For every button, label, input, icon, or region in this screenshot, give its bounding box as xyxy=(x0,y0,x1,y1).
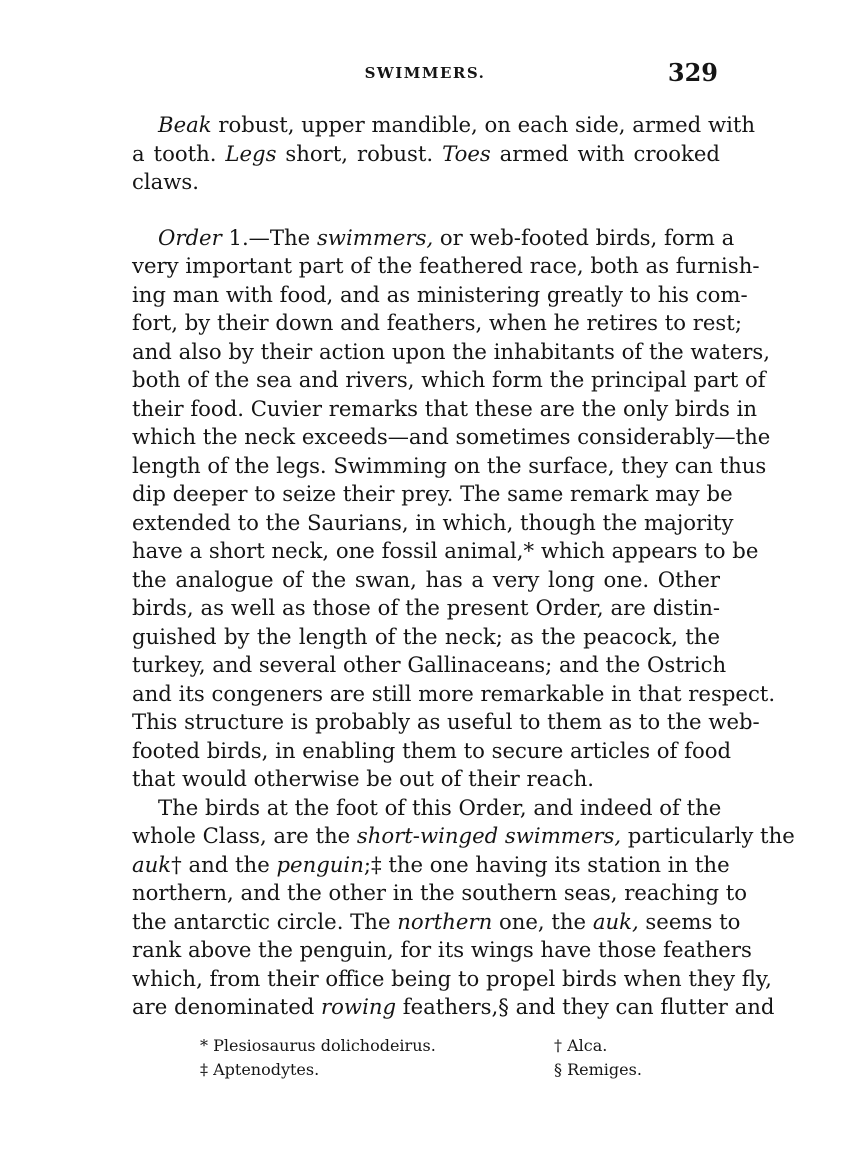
text-line: both of the sea and rivers, which form the principal part of xyxy=(132,367,766,392)
text-line xyxy=(132,822,795,851)
text-line: dip deeper to seize their prey. The same remark may be xyxy=(132,481,733,506)
text-span: the antarctic circle. The xyxy=(132,908,398,934)
text-span: a tooth. xyxy=(132,140,226,166)
text-span: robust, upper mandible, on each side, armed with xyxy=(211,112,756,137)
text-line: guished by the length of the neck; as the peacock, the xyxy=(132,623,720,649)
text-line xyxy=(132,851,730,880)
paragraph-gap xyxy=(132,197,720,224)
text-line: This structure is probably as useful to them as to the web- xyxy=(132,709,760,734)
text-line: the analogue of the swan, has a very long one. Other xyxy=(132,566,720,592)
text-line xyxy=(132,224,735,253)
text-line: turkey, and several other Gallinaceans; and the Ostrich xyxy=(132,652,727,677)
italic-term: Beak xyxy=(158,112,212,137)
text-line: rank above the penguin, for its wings have those feathers xyxy=(132,937,752,962)
italic-term: short-winged swimmers, xyxy=(356,823,622,848)
text-line: their food. Cuvier remarks that these are the only birds in xyxy=(132,395,757,421)
footnotes xyxy=(200,1034,680,1082)
italic-term: Toes xyxy=(442,140,491,166)
text-line xyxy=(132,140,720,169)
text-span: ;‡ the one having its station in the xyxy=(363,851,730,877)
text-span: particularly the xyxy=(621,823,795,848)
text-line: very important part of the feathered race, both as furnish- xyxy=(132,253,760,278)
italic-term: auk xyxy=(132,851,172,877)
text-line xyxy=(132,111,756,140)
text-line: claws. xyxy=(132,169,200,194)
text-line xyxy=(132,908,741,937)
text-line: northern, and the other in the southern seas, reaching to xyxy=(132,880,748,905)
text-line: that would otherwise be out of their reach. xyxy=(132,766,594,791)
text-line: and its congeners are still more remarkable in that respect. xyxy=(132,680,776,706)
footnote-remiges: § Remiges. xyxy=(554,1060,642,1079)
text-line: birds, as well as those of the present Order, are distin- xyxy=(132,595,720,620)
italic-term: rowing xyxy=(321,994,397,1019)
text-span: armed with crooked xyxy=(490,140,720,166)
footnote-alca: † Alca. xyxy=(554,1036,608,1055)
page-body xyxy=(132,111,795,1022)
birds-paragraph xyxy=(132,794,795,1022)
text-line: and also by their action upon the inhabitants of the waters, xyxy=(132,338,770,364)
text-line: which, from their office being to propel birds when they fly, xyxy=(132,965,772,991)
italic-term: Legs xyxy=(225,140,277,166)
text-line: which the neck exceeds—and sometimes considerably—the xyxy=(132,424,771,449)
text-line: The birds at the foot of this Order, and indeed of the xyxy=(158,794,722,820)
text-span: seems to xyxy=(638,908,741,934)
text-line: have a short neck, one fossil animal,* which appears to be xyxy=(132,538,759,563)
footnote-row xyxy=(200,1058,680,1082)
text-line: length of the legs. Swimming on the surface, they can thus xyxy=(132,452,767,478)
text-line xyxy=(132,993,775,1022)
text-span: short, robust. xyxy=(276,140,443,166)
footnote-row xyxy=(200,1034,680,1058)
italic-term: penguin xyxy=(276,851,364,877)
intro-paragraph xyxy=(132,111,756,197)
text-span: 1.—The xyxy=(221,224,317,250)
footnote-aptenodytes: ‡ Aptenodytes. xyxy=(200,1060,320,1079)
text-line: fort, by their down and feathers, when he retires to rest; xyxy=(132,310,742,335)
text-span: feathers,§ and they can flutter and xyxy=(396,994,775,1019)
italic-term: swimmers, xyxy=(316,224,434,250)
text-span: are denominated xyxy=(132,994,322,1019)
text-line: ing man with food, and as ministering greatly to his com- xyxy=(132,281,748,307)
running-title: SWIMMERS. xyxy=(364,64,486,82)
order-paragraph xyxy=(132,224,776,794)
italic-term: Order xyxy=(158,224,222,250)
text-line: footed birds, in enabling them to secure articles of food xyxy=(132,737,732,763)
text-span: † and the xyxy=(171,851,277,877)
text-line: extended to the Saurians, in which, though the majority xyxy=(132,509,734,535)
italic-term: auk, xyxy=(592,908,639,934)
italic-term: northern xyxy=(397,908,493,934)
page-number: 329 xyxy=(667,58,718,87)
text-span: one, the xyxy=(492,908,593,934)
text-span: whole Class, are the xyxy=(132,823,357,848)
footnote-plesiosaurus: * Plesiosaurus dolichodeirus. xyxy=(200,1036,436,1055)
text-span: or web-footed birds, form a xyxy=(433,224,735,250)
